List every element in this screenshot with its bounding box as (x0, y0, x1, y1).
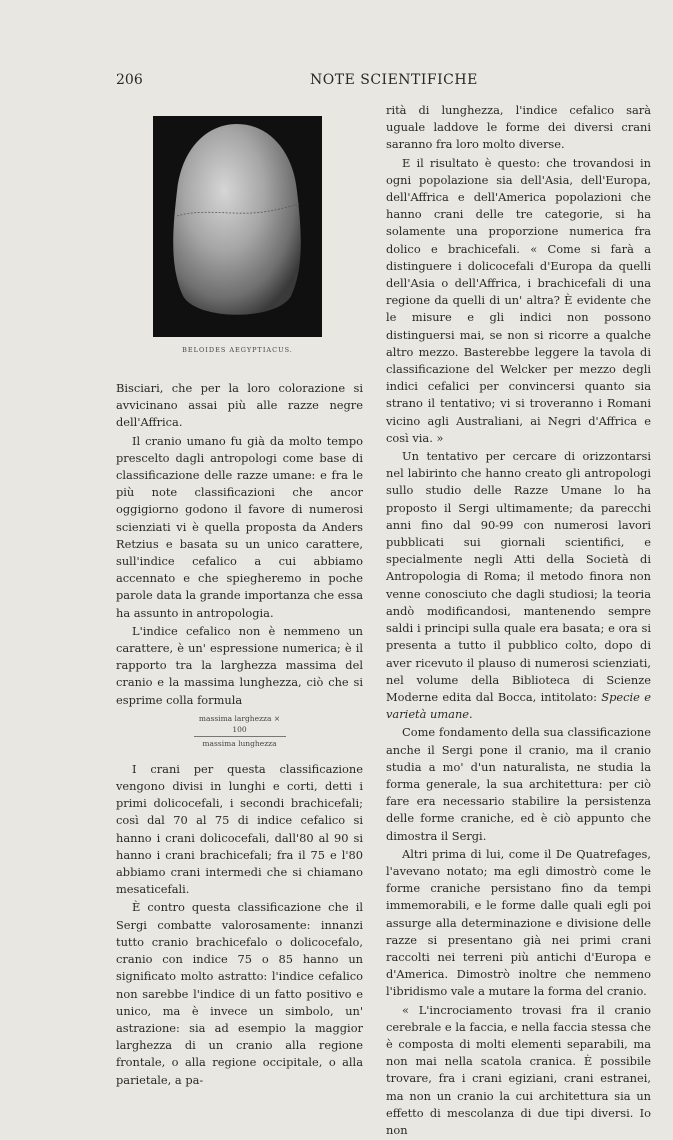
right-column (386, 102, 651, 1140)
paragraph: « L'incrociamento trovasi fra il cranio cerebrale e la faccia, e nella faccia stessa che è composta di molti elementi separabili, ma non mai nella scatola cranica. È possibile trovare, fra i crani egiziani, crani estranei, ma non un cranio la cui architettura sia un effetto di mescolanza di due tipi diversi. Io non (386, 1002, 651, 1137)
formula-denominator: massima lunghezza (202, 738, 277, 748)
skull-photograph (153, 116, 322, 337)
left-column (116, 380, 363, 1090)
page-number: 206 (116, 72, 143, 88)
paragraph: Bisciari, che per la loro colorazione si avvicinano assai più alle razze negre dell'Affrica. (116, 381, 363, 430)
paragraph: Come fondamento della sua classificazione anche il Sergi pone il cranio, ma il cranio studia a mo' d'un naturalista, ne studia la forma generale, la sua architettura: per ciò fare era necessario stabilire la persistenza delle forme craniche, ed è ciò appunto che dimostra il Sergi. (386, 725, 651, 843)
paragraph (386, 448, 651, 723)
formula-numerator: massima larghezza × 100 (194, 713, 286, 737)
running-head: NOTE SCIENTIFICHE (310, 72, 478, 88)
paragraph: È contro questa classificazione che il Sergi combatte valorosamente: innanzi tutto cranio brachicefalo o dolicocefalo, cranio con indice 75 o 85 hanno un significato molto astratto: l'indice cefalico non sarebbe l'indice di un fatto positivo e unico, ma è invece un simbolo, un' astrazione: sia ad esempio la maggior larghezza di un cranio alla regione frontale, o alla regione occipitale, o alla parietale, a pa- (116, 900, 363, 1087)
paragraph: Altri prima di lui, come il De Quatrefages, l'avevano notato; ma egli dimostrò come le forme craniche persistano fino da tempi immemorabili, e le forme dalle quali egli poi assurge alla determinazione e divisione delle razze si presentano già nei primi crani raccolti nei terreni più antichi d'Europa e d'America. Dimostrò inoltre che nemmeno l'ibridismo vale a mutare la forma del cranio. (386, 846, 651, 999)
paragraph-text: Un tentativo per cercare di orizzontarsi nel labirinto che hanno creato gli antropologi sullo studio delle Razze Umane lo ha proposto il Sergi ultimamente; da parecchi anni fino dal 90-99 con numerosi lavori pubblicati sui giornali scientifici, e specialmente negli Atti della Società di Antropologia di Roma; il metodo finora non venne conosciuto che dagli studiosi; la teoria andò modificandosi, mantenendo sempre saldi i principi sulla quale era basata; e ora si presenta a tutto il pubblico colto, dopo di aver ricevuto il plauso di numerosi scienziati, nel volume della Biblioteca di Scienze Moderne edita dal Bocca, intitolato: (386, 449, 651, 704)
paragraph: I crani per questa classificazione vengono divisi in lunghi e corti, detti i primi dolicocefali, i secondi brachicefali; così dal 70 al 75 di indice cefalico si hanno i crani dolicocefali, dall'80 al 90 si hanno i crani brachicefali; fra il 75 e l'80 abbiamo crani intermedi che si chiamano mesaticefali. (116, 761, 363, 897)
figure-caption: BELOIDES AEGYPTIACUS. (182, 346, 293, 354)
cephalic-index-formula (194, 713, 286, 749)
paragraph: Il cranio umano fu già da molto tempo prescelto dagli antropologi come base di classificazione delle razze umane: e fra le più note classificazioni che ancor oggigiorno godono il favore di numerosi scienziati vi è quella proposta da Anders Retzius e basata su un unico carattere, sull'indice cefalico a cui abbiamo accennato e che spiegheremo in poche parole data la grande importanza che essa ha assunto in antropologia. (116, 433, 363, 620)
paragraph: L'indice cefalico non è nemmeno un carattere, è un' espressione numerica; è il rapporto tra la larghezza massima del cranio e la massima lunghezza, ciò che si esprime colla formula (116, 623, 363, 707)
paragraph: rità di lunghezza, l'indice cefalico sarà uguale laddove le forme dei diversi crani saranno fra loro molto diverse. (386, 103, 651, 152)
paragraph: E il risultato è questo: che trovandosi in ogni popolazione sia dell'Asia, dell'Europa, dell'Affrica e dell'America popolazioni che hanno crani delle tre categorie, si ha solamente una proporzione numerica fra dolico e brachicefali. « Come si farà a distinguere i dolicocefali d'Europa da quelli dell'Asia o dell'Affrica, i brachicefali di una regione da quelli di un' altra? È evidente che le misure e gli indici non possono distinguersi mai, se non si ricorre a qualche altro mezzo. Basterebbe leggere la tavola di classificazione del Welcker per mezzo degli indici cefalici per convincersi quanto sia strano il tentativo; vi si troveranno i Romani vicino agli Australiani, ai Negri d'Affrica e così via. » (386, 155, 651, 445)
book-title: Specie e varietà umane. (386, 689, 651, 722)
